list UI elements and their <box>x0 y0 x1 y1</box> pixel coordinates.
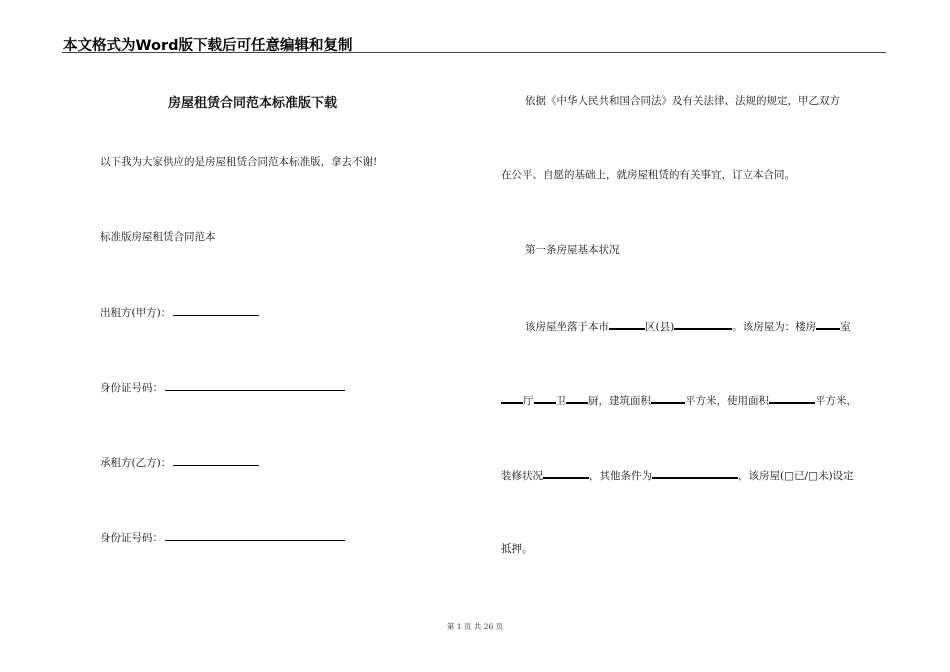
lessor-id-line <box>100 380 345 395</box>
basis-paragraph-line1: 依据《中华人民共和国合同法》及有关法律、法规的规定，甲乙双方 <box>525 95 840 107</box>
lessee-line <box>100 455 259 470</box>
lessee-id-label: 身份证号码： <box>100 532 163 544</box>
location-text-1: 该房屋坐落于本市 <box>525 321 609 333</box>
decoration-field[interactable] <box>543 467 589 479</box>
property-location-line <box>525 318 851 334</box>
bathrooms-field[interactable] <box>534 392 556 404</box>
property-condition-line <box>501 467 854 483</box>
lessor-id-field[interactable] <box>165 380 345 391</box>
basis-paragraph-line2: 在公平、自愿的基础上，就房屋租赁的有关事宜，订立本合同。 <box>501 169 795 181</box>
area-text-3: 厨，建筑面积 <box>588 395 651 407</box>
lessee-id-line <box>100 530 345 545</box>
contract-subtitle: 标准版房屋租赁合同范本 <box>100 231 216 243</box>
district-field[interactable] <box>609 318 645 330</box>
lessee-id-field[interactable] <box>165 530 345 541</box>
rooms-field[interactable] <box>816 318 840 330</box>
area-text-4: 平方米，使用面积 <box>685 395 769 407</box>
building-area-field[interactable] <box>651 392 685 404</box>
mortgage-line-end: 抵押。 <box>501 543 533 555</box>
lessor-name-field[interactable] <box>173 305 259 316</box>
lessor-id-label: 身份证号码： <box>100 382 163 394</box>
usable-area-field[interactable] <box>769 392 815 404</box>
condition-text-3: ，该房屋(□已/□未)设定 <box>738 470 854 482</box>
area-text-5: 平方米， <box>815 395 857 407</box>
area-text-2: 卫 <box>555 395 566 407</box>
lessor-label: 出租方(甲方)： <box>100 307 172 319</box>
document-header-title: 本文格式为Word版下载后可任意编辑和复制 <box>63 38 353 54</box>
halls-field[interactable] <box>501 392 523 404</box>
area-text-1: 厅 <box>523 395 534 407</box>
header-divider <box>62 52 886 53</box>
location-text-4: 室 <box>840 321 851 333</box>
lessee-label: 承租方(乙方)： <box>100 457 172 469</box>
intro-paragraph: 以下我为大家供应的是房屋租赁合同范本标准版，拿去不谢! <box>100 156 378 168</box>
property-area-line <box>501 392 857 408</box>
condition-text-2: ，其他条件为 <box>589 470 652 482</box>
county-detail-field[interactable] <box>674 318 732 330</box>
document-title: 房屋租赁合同范本标准版下载 <box>168 96 338 111</box>
article-1-heading: 第一条房屋基本状况 <box>525 244 620 256</box>
lessee-name-field[interactable] <box>173 455 259 466</box>
other-conditions-field[interactable] <box>652 467 738 479</box>
page-number: 第 1 页 共 26 页 <box>446 622 504 631</box>
location-text-2: 区(县) <box>645 321 675 333</box>
kitchens-field[interactable] <box>566 392 588 404</box>
location-text-3: 。该房屋为：楼房 <box>732 321 817 333</box>
lessor-line <box>100 305 259 320</box>
condition-text-1: 装修状况 <box>501 470 543 482</box>
